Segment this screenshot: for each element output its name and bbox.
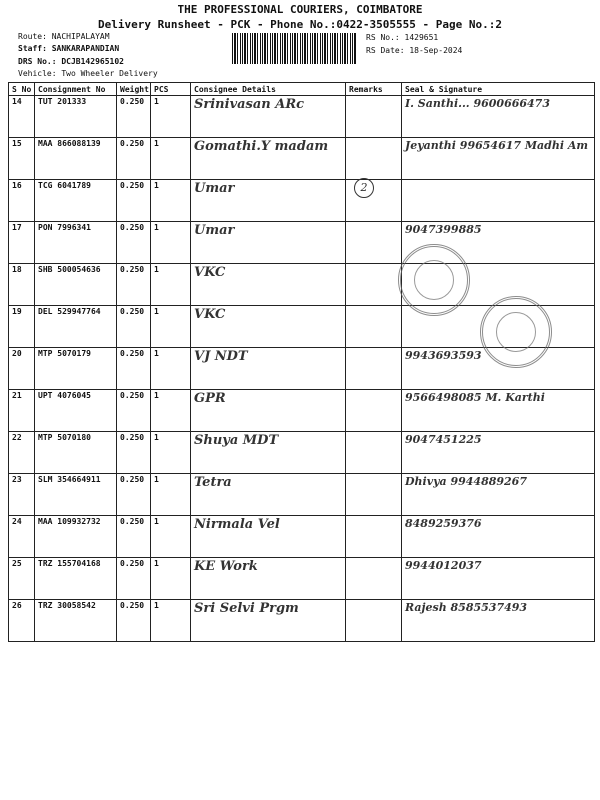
cell-sno: 21 bbox=[9, 390, 35, 432]
cell-pcs: 1 bbox=[151, 432, 191, 474]
cell-consignment: MTP 5070180 bbox=[35, 432, 117, 474]
seal-inner-ring bbox=[414, 260, 454, 300]
cell-weight: 0.250 bbox=[117, 390, 151, 432]
table-row bbox=[9, 180, 595, 222]
cell-weight: 0.250 bbox=[117, 180, 151, 222]
cell-consignment: TUT 201333 bbox=[35, 96, 117, 138]
col-header-consignee: Consignee Details bbox=[191, 83, 346, 96]
cell-consignment: TRZ 155704168 bbox=[35, 558, 117, 600]
cell-weight: 0.250 bbox=[117, 600, 151, 642]
col-header-signature: Seal & Signature bbox=[402, 83, 595, 96]
cell-pcs: 1 bbox=[151, 264, 191, 306]
cell-sno: 25 bbox=[9, 558, 35, 600]
rs-number: RS No.: 1429651 bbox=[366, 33, 439, 42]
cell-consignee: Umar bbox=[191, 222, 346, 264]
cell-weight: 0.250 bbox=[117, 516, 151, 558]
cell-consignee: GPR bbox=[191, 390, 346, 432]
cell-weight: 0.250 bbox=[117, 432, 151, 474]
table-row bbox=[9, 96, 595, 138]
cell-consignment: PON 7996341 bbox=[35, 222, 117, 264]
cell-sno: 19 bbox=[9, 306, 35, 348]
col-header-sno: S No bbox=[9, 83, 35, 96]
cell-pcs: 1 bbox=[151, 516, 191, 558]
cell-consignee: VJ NDT bbox=[191, 348, 346, 390]
cell-consignment: SLM 354664911 bbox=[35, 474, 117, 516]
staff-label: Staff: SANKARAPANDIAN bbox=[18, 44, 120, 53]
cell-sno: 18 bbox=[9, 264, 35, 306]
seal-stamp bbox=[398, 244, 470, 316]
cell-remarks bbox=[346, 432, 402, 474]
report-subtitle: Delivery Runsheet - PCK - Phone No.:0422-3505555 - Page No.:2 bbox=[98, 18, 502, 31]
cell-pcs: 1 bbox=[151, 306, 191, 348]
cell-consignment: UPT 4076045 bbox=[35, 390, 117, 432]
cell-weight: 0.250 bbox=[117, 306, 151, 348]
cell-sno: 16 bbox=[9, 180, 35, 222]
circled-mark: 2 bbox=[354, 178, 374, 198]
seal-stamp bbox=[480, 296, 552, 368]
cell-signature: Jeyanthi 99654617 Madhi Am bbox=[402, 138, 595, 180]
cell-remarks bbox=[346, 264, 402, 306]
cell-consignee: Nirmala Vel bbox=[191, 516, 346, 558]
cell-pcs: 1 bbox=[151, 96, 191, 138]
cell-consignment: TCG 6041789 bbox=[35, 180, 117, 222]
table-row bbox=[9, 138, 595, 180]
cell-signature: 8489259376 bbox=[402, 516, 595, 558]
cell-remarks bbox=[346, 96, 402, 138]
cell-signature: 9943693593 bbox=[402, 348, 595, 390]
cell-pcs: 1 bbox=[151, 180, 191, 222]
cell-weight: 0.250 bbox=[117, 348, 151, 390]
table-row bbox=[9, 516, 595, 558]
cell-remarks bbox=[346, 390, 402, 432]
cell-remarks bbox=[346, 516, 402, 558]
report-title: THE PROFESSIONAL COURIERS, COIMBATORE bbox=[177, 3, 423, 16]
table-row bbox=[9, 432, 595, 474]
seal-inner-ring bbox=[496, 312, 536, 352]
cell-weight: 0.250 bbox=[117, 138, 151, 180]
cell-signature: 9047451225 bbox=[402, 432, 595, 474]
cell-remarks bbox=[346, 138, 402, 180]
cell-signature: 9944012037 bbox=[402, 558, 595, 600]
cell-pcs: 1 bbox=[151, 348, 191, 390]
cell-sno: 23 bbox=[9, 474, 35, 516]
route-label: Route: NACHIPALAYAM bbox=[18, 32, 110, 41]
cell-sno: 26 bbox=[9, 600, 35, 642]
cell-consignee: Gomathi.Y madam bbox=[191, 138, 346, 180]
cell-consignment: MAA 866088139 bbox=[35, 138, 117, 180]
cell-consignment: DEL 529947764 bbox=[35, 306, 117, 348]
cell-signature bbox=[402, 180, 595, 222]
cell-consignment: MAA 109932732 bbox=[35, 516, 117, 558]
cell-sno: 24 bbox=[9, 516, 35, 558]
vehicle-label: Vehicle: Two Wheeler Delivery bbox=[18, 69, 158, 78]
cell-remarks bbox=[346, 306, 402, 348]
cell-weight: 0.250 bbox=[117, 222, 151, 264]
cell-sno: 20 bbox=[9, 348, 35, 390]
cell-sno: 17 bbox=[9, 222, 35, 264]
cell-remarks bbox=[346, 600, 402, 642]
cell-pcs: 1 bbox=[151, 558, 191, 600]
table-row bbox=[9, 558, 595, 600]
cell-signature: 9566498085 M. Karthi bbox=[402, 390, 595, 432]
cell-consignee: Umar bbox=[191, 180, 346, 222]
cell-weight: 0.250 bbox=[117, 264, 151, 306]
cell-consignee: KE Work bbox=[191, 558, 346, 600]
cell-consignee: Srinivasan ARc bbox=[191, 96, 346, 138]
cell-consignee: VKC bbox=[191, 264, 346, 306]
cell-pcs: 1 bbox=[151, 390, 191, 432]
table-row bbox=[9, 474, 595, 516]
col-header-consignment: Consignment No bbox=[35, 83, 117, 96]
cell-remarks bbox=[346, 348, 402, 390]
cell-sno: 14 bbox=[9, 96, 35, 138]
barcode bbox=[232, 33, 356, 64]
cell-sno: 15 bbox=[9, 138, 35, 180]
cell-remarks bbox=[346, 222, 402, 264]
cell-signature: 9047399885 bbox=[402, 222, 595, 264]
cell-signature: Dhivya 9944889267 bbox=[402, 474, 595, 516]
cell-signature: I. Santhi... 9600666473 bbox=[402, 96, 595, 138]
col-header-pcs: PCS bbox=[151, 83, 191, 96]
cell-remarks bbox=[346, 474, 402, 516]
cell-weight: 0.250 bbox=[117, 96, 151, 138]
cell-sno: 22 bbox=[9, 432, 35, 474]
cell-remarks bbox=[346, 558, 402, 600]
cell-pcs: 1 bbox=[151, 138, 191, 180]
drs-number: DRS No.: DCJB142965102 bbox=[18, 57, 124, 66]
table-header-row bbox=[9, 83, 595, 96]
cell-pcs: 1 bbox=[151, 600, 191, 642]
cell-consignee: Sri Selvi Prgm bbox=[191, 600, 346, 642]
cell-consignee: Shuya MDT bbox=[191, 432, 346, 474]
cell-weight: 0.250 bbox=[117, 474, 151, 516]
cell-signature: Rajesh 8585537493 bbox=[402, 600, 595, 642]
cell-consignee: Tetra bbox=[191, 474, 346, 516]
cell-consignee: VKC bbox=[191, 306, 346, 348]
rs-date: RS Date: 18-Sep-2024 bbox=[366, 46, 463, 55]
table-row bbox=[9, 390, 595, 432]
table-row bbox=[9, 600, 595, 642]
cell-pcs: 1 bbox=[151, 222, 191, 264]
cell-weight: 0.250 bbox=[117, 558, 151, 600]
col-header-weight: Weight bbox=[117, 83, 151, 96]
col-header-remarks: Remarks bbox=[346, 83, 402, 96]
cell-consignment: SHB 500054636 bbox=[35, 264, 117, 306]
cell-pcs: 1 bbox=[151, 474, 191, 516]
cell-consignment: TRZ 30058542 bbox=[35, 600, 117, 642]
cell-consignment: MTP 5070179 bbox=[35, 348, 117, 390]
table-row bbox=[9, 222, 595, 264]
